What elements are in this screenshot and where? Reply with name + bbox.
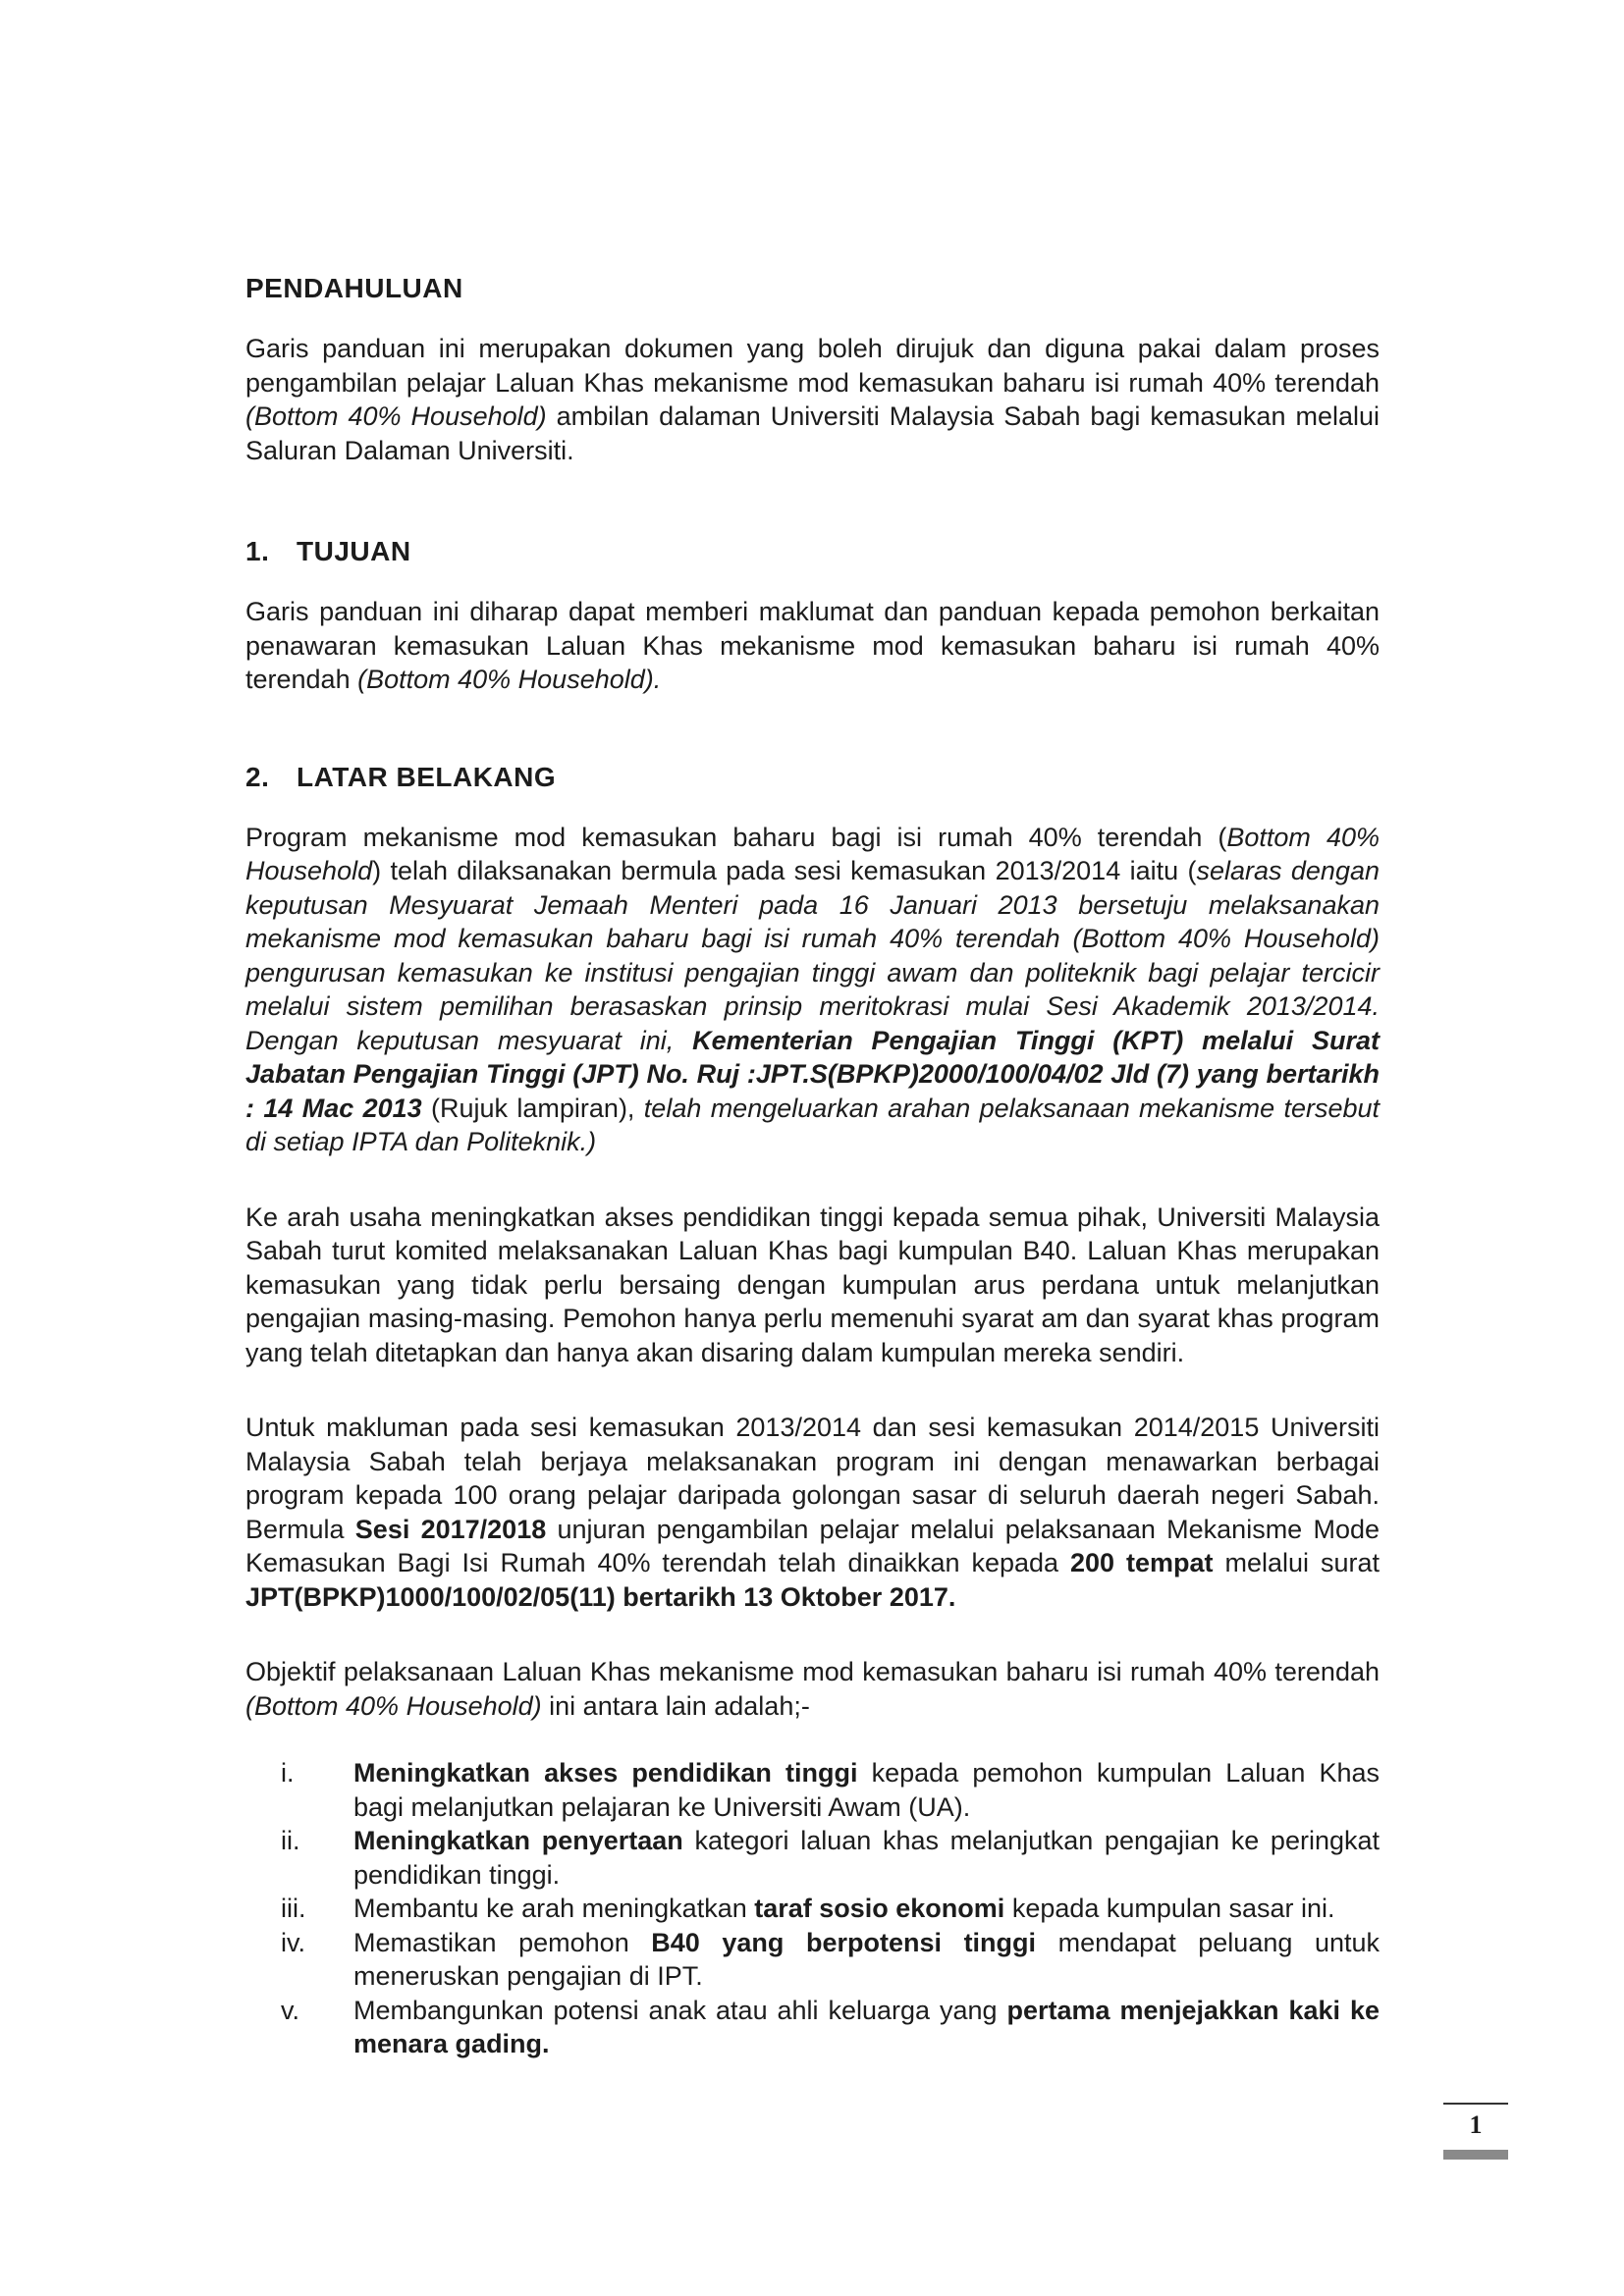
section-2-paragraph-2: Ke arah usaha meningkatkan akses pendidikan tinggi kepada semua pihak, Universiti Malaysia Sabah turut komited melaksanakan Laluan Khas bagi kumpulan B40. Laluan Khas merupakan kemasukan yang tidak perlu bersaing dengan kumpulan arus perdana untuk melanjutkan pengajian masing-masing. Pemohon hanya perlu memenuhi syarat am dan syarat khas program yang telah ditetapkan dan hanya akan disaring dalam kumpulan mereka sendiri. [245,1201,1380,1367]
intro-text: Garis panduan ini merupakan dokumen yang boleh dirujuk dan diguna pakai dalam proses pengambilan pelajar Laluan Khas mekanisme mod kemasukan baharu isi rumah 40% terendah [245,334,1380,398]
section-2-paragraph-3 [245,1411,1380,1614]
p3-bold-b: Sesi 2017/2018 [354,1514,547,1544]
list-marker: i. [281,1758,295,1788]
list-item [245,1824,1380,1892]
p3-text-c: unjuran pengambilan pelajar melalui pelaksanaan Mekanisme Mode Kemasukan Bagi Isi Rumah 40% terendah telah dinaikkan kepada [245,1514,1380,1577]
section-1-italic: (Bottom 40% Household). [357,665,662,694]
section-1-paragraph [245,595,1380,697]
objectives-list [245,1756,1380,2061]
intro-paragraph [245,332,1380,467]
p1-italic-d: selaras dengan keputusan Mesyuarat Jemaah Menteri pada 16 Januari 2013 bersetuju melaksanakan mekanisme mod kemasukan baharu bagi isi rumah 40% terendah (Bottom 40% Household) pengurusan kemasukan ke institusi pengajian tinggi awam dan politeknik bagi pelajar tercicir melalui sistem pemilihan berasaskan prinsip meritokrasi mulai Sesi Akademik 2013/2014. Dengan keputusan mesyuarat ini, [245,856,1380,1055]
list-item-bold: taraf sosio ekonomi [754,1894,1005,1923]
p3-text-e: melalui surat [1213,1548,1380,1577]
list-item-rest: kepada kumpulan sasar ini. [1004,1894,1335,1923]
page-number-rule [1443,2103,1508,2105]
list-item-rest: mendapat peluang untuk meneruskan pengajian di IPT. [353,1927,1380,1991]
intro-italic: (Bottom 40% Household) [245,401,547,431]
section-2-number: 2. [245,761,270,792]
page-number-block [1443,2103,1508,2160]
list-marker: ii. [281,1826,300,1855]
list-item-bold: Meningkatkan akses pendidikan tinggi [353,1758,858,1788]
section-2-heading [245,762,1380,793]
list-item-bold: pertama menjejakkan kaki ke menara gading. [353,1995,1380,2058]
document-body [245,273,1380,2061]
p1-text-c: ) telah dilaksanakan bermula pada sesi kemasukan 2013/2014 iaitu ( [372,856,1197,885]
p1-italic-b: Bottom 40% Household [245,822,1380,885]
list-item-text [353,1926,1380,1994]
p3-text-a: Untuk makluman pada sesi kemasukan 2013/2014 dan sesi kemasukan 2014/2015 Universiti Malaysia Sabah telah berjaya melaksanakan program ini dengan menawarkan berbagai program kepada 100 orang pelajar daripada golongan sasar di seluruh daerah negeri Sabah. Bermula [245,1413,1380,1544]
list-item-pre: Memastikan pemohon [353,1927,652,1957]
list-item-text [353,1756,1380,1824]
p4-text-c: ini antara lain adalah;- [541,1690,810,1721]
list-item [245,1926,1380,1994]
list-item [245,1756,1380,1824]
p3-bold-d: 200 tempat [1070,1548,1214,1577]
list-item-bold: Meningkatkan penyertaan [353,1826,683,1855]
section-2-title: LATAR BELAKANG [297,761,557,792]
section-1-heading [245,536,1380,567]
p1-italic-g: telah mengeluarkan arahan pelaksanaan mekanisme tersebut di setiap IPTA dan Politeknik.) [245,1093,1380,1156]
p1-text-a: Program mekanisme mod kemasukan baharu bagi isi rumah 40% terendah ( [245,822,1227,852]
list-item-text [353,1824,1380,1892]
list-item-bold: B40 yang berpotensi tinggi [651,1927,1037,1957]
section-1-number: 1. [245,536,270,566]
page-number: 1 [1469,2110,1483,2139]
list-item-rest: kepada pemohon kumpulan Laluan Khas bagi melanjutkan pelajaran ke Universiti Awam (UA). [353,1758,1380,1822]
intro-heading: PENDAHULUAN [245,273,463,303]
list-item [245,1892,1380,1926]
p1-bold-italic-e: Kementerian Pengajian Tinggi (KPT) melalui Surat Jabatan Pengajian Tinggi (JPT) No. Ruj :JPT.S(BPKP)2000/100/04/02 Jld (7) yang bertarikh : 14 Mac 2013 [245,1025,1380,1123]
page-number-bar [1443,2150,1508,2160]
section-1-title: TUJUAN [297,536,411,566]
intro-text-end: ambilan dalaman Universiti Malaysia Sabah bagi kemasukan melalui Saluran Dalaman Universiti. [245,401,1380,465]
list-item-pre: Membangunkan potensi anak atau ahli keluarga yang [353,1995,1007,2025]
section-2-paragraph-1 [245,821,1380,1159]
list-marker: v. [281,1995,299,2025]
section-2-paragraph-4 [245,1655,1380,1723]
p1-text-f: (Rujuk lampiran), [421,1093,644,1123]
list-marker: iv. [281,1927,305,1957]
p4-italic-b: (Bottom 40% Household) [245,1690,542,1721]
list-item-text [353,1994,1380,2061]
list-item [245,1994,1380,2061]
list-item-rest: kategori laluan khas melanjutkan pengajian ke peringkat pendidikan tinggi. [353,1826,1380,1890]
p4-text-a: Objektif pelaksanaan Laluan Khas mekanisme mod kemasukan baharu isi rumah 40% terendah [245,1657,1380,1686]
list-item-pre: Membantu ke arah meningkatkan [353,1894,755,1923]
p3-bold-f: JPT(BPKP)1000/100/02/05(11) bertarikh 13 Oktober 2017. [245,1581,956,1612]
list-marker: iii. [281,1894,306,1923]
list-item-text [353,1892,1380,1926]
section-1-text: Garis panduan ini diharap dapat memberi maklumat dan panduan kepada pemohon berkaitan penawaran kemasukan Laluan Khas mekanisme mod kemasukan baharu isi rumah 40% terendah [245,597,1380,694]
